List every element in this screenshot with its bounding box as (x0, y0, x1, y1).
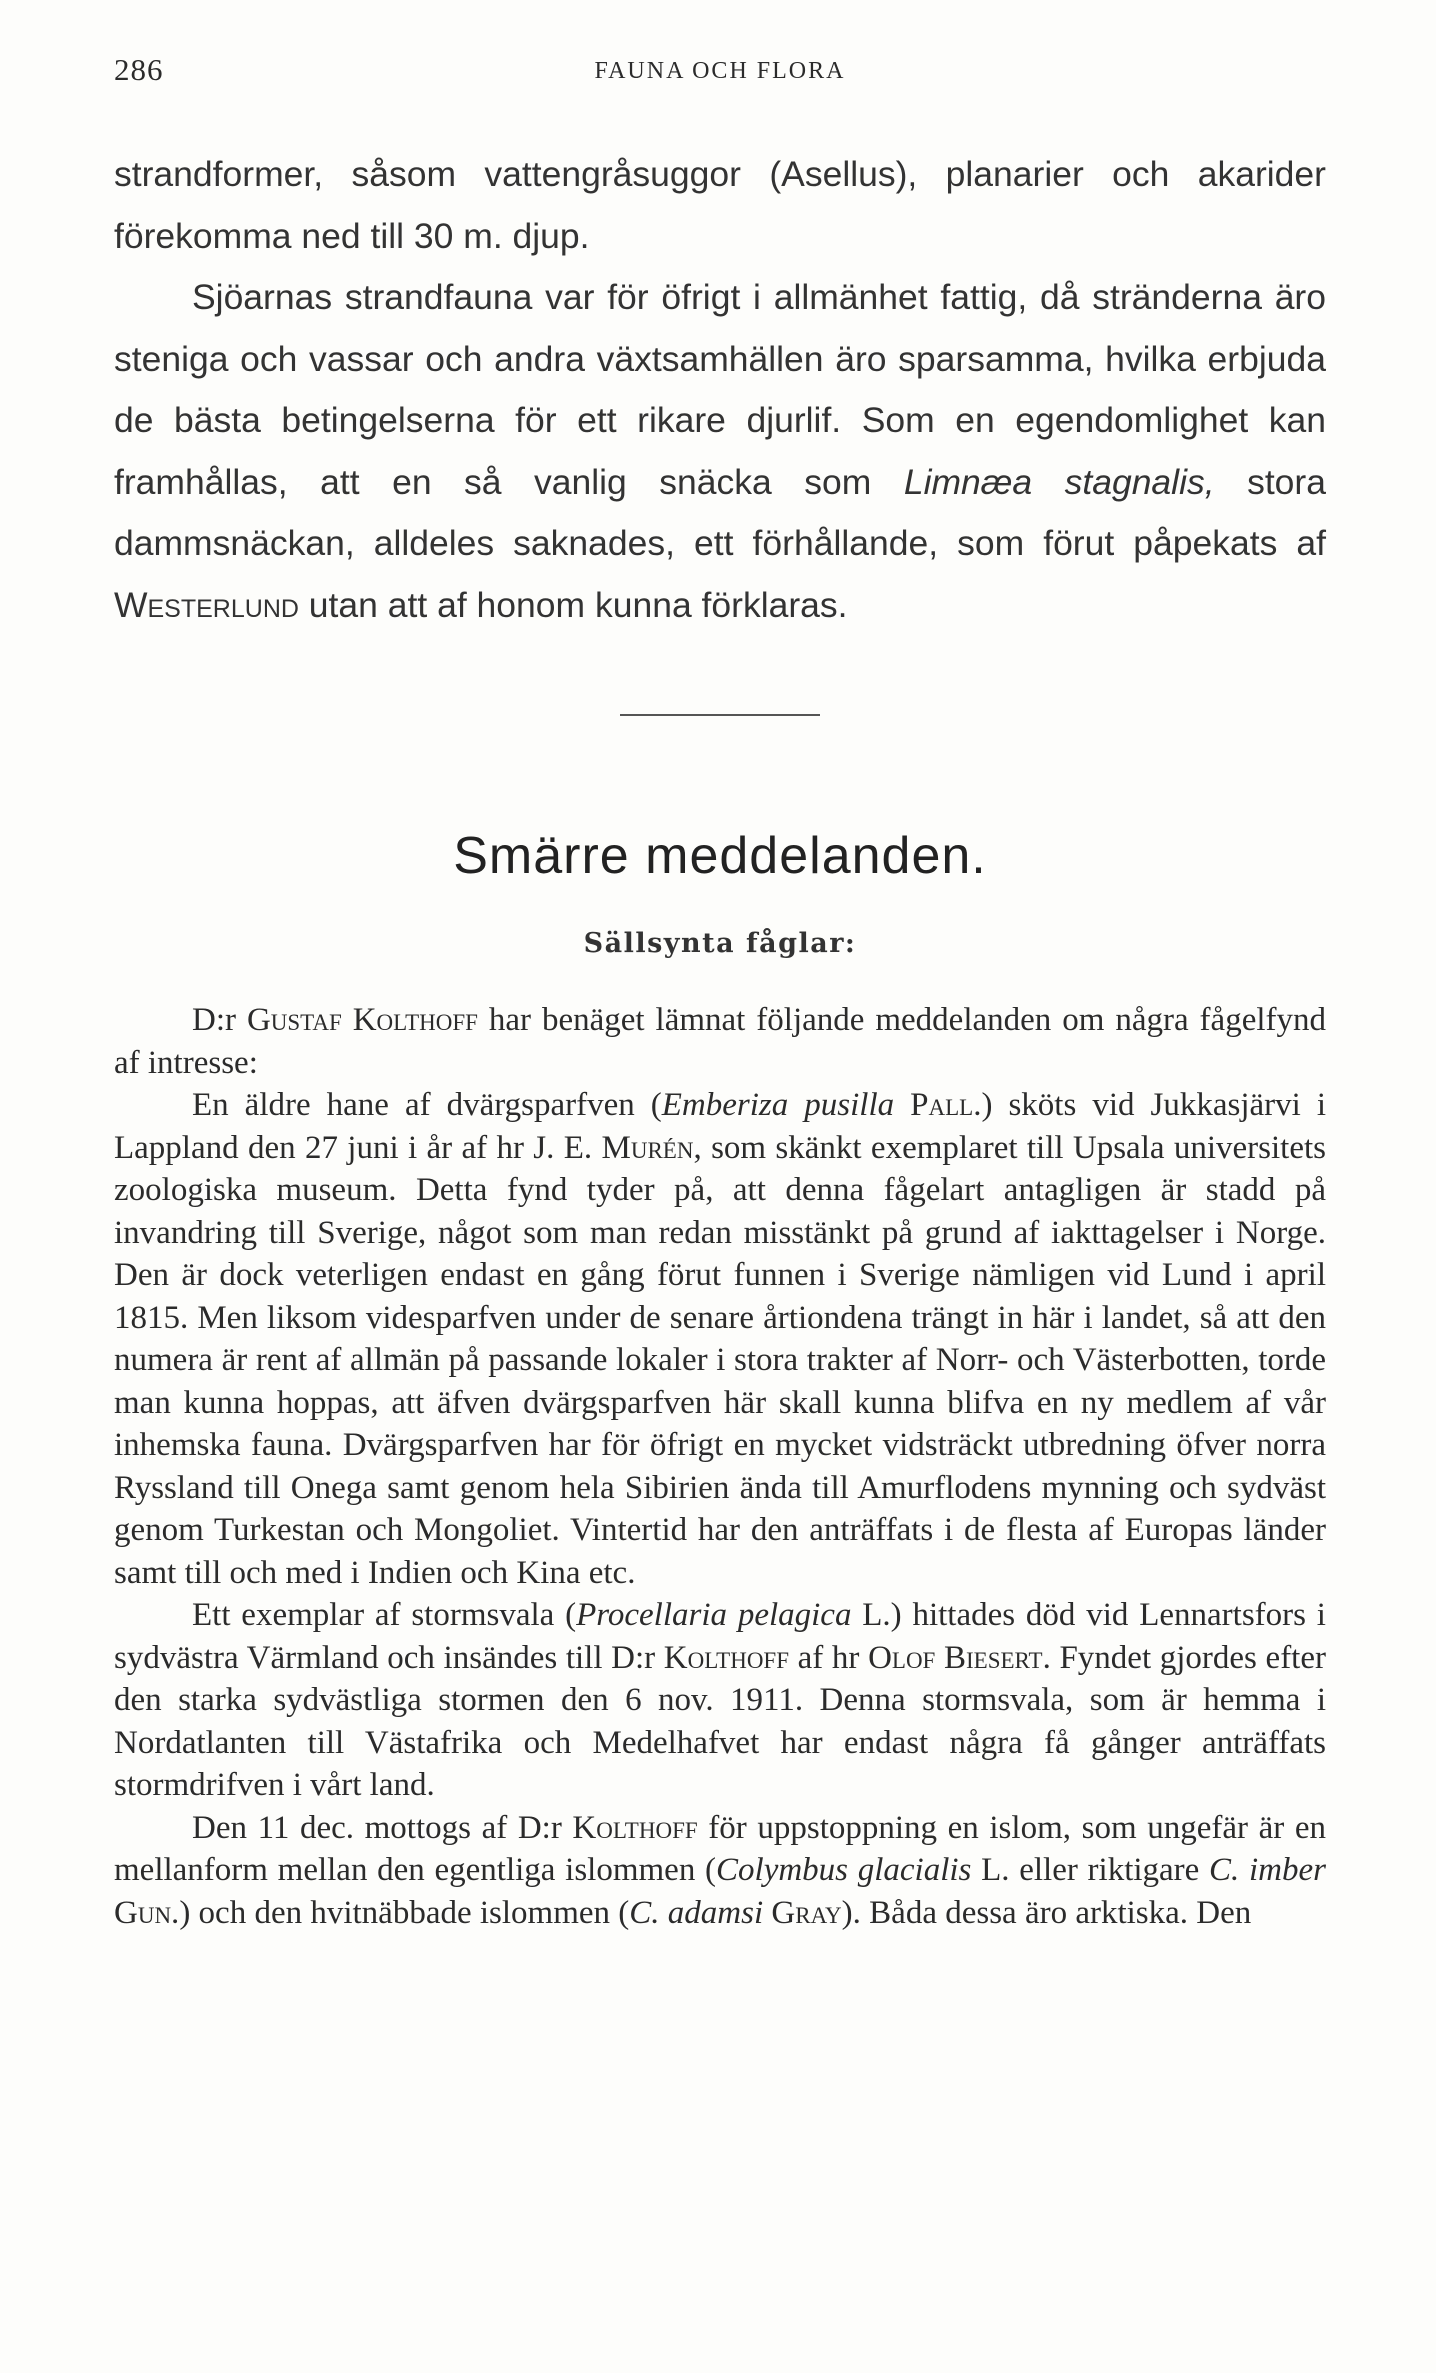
text-run: utan att af honom kunna förklaras. (298, 584, 848, 625)
text-run: Den 11 dec. mottogs af D:r (192, 1809, 573, 1846)
author-name: Westerlund (114, 584, 299, 625)
running-title: FAUNA OCH FLORA (594, 58, 846, 84)
taxon-authority: L. (851, 1597, 891, 1633)
paragraph (114, 1594, 1326, 1807)
text-run: har benäget lämnat följande meddelanden om några fågelfynd af intresse: (114, 1002, 1327, 1081)
text-run: , som skänkt exemplaret till Upsala universitets zoologiska museum. Detta fynd tyder på, att denna fågelart antagligen är stadd på invandring till Sverige, något som man redan misstänkt på grund af iakttagelser i Norge. Den är dock veterligen endast en gång förut funnen i Sverige nämligen vid Lund i april 1815. Men liksom videsparfven under de senare årtiondena trängt in här i landet, så att den numera är rent af allmän på passande lokaler i stora trakter af Norr- och Västerbotten, torde man kunna hoppas, att äfven dvärgsparfven här skall kunna blifva en ny medlem af vår inhemska fauna. Dvärgsparfven har för öfrigt en mycket vidsträckt utbredning öfver norra Ryssland till Onega samt genom hela Sibirien ända till Amurflodens mynning och sydväst genom Turkestan och Mongoliet. Vintertid har den anträffats i de flesta af Europas länder samt till och med i Indien och Kina etc. (114, 1129, 1327, 1591)
text-run: D:r (192, 1002, 247, 1038)
paragraph: strandformer, såsom vattengråsuggor (Asellus), planarier och akarider förekomma ned till 30 m. djup. (114, 154, 1326, 256)
page-number: 286 (114, 52, 164, 87)
species-name: Limnæa stagnalis, (903, 461, 1215, 502)
text-run: eller riktigare (1009, 1852, 1210, 1888)
text-run: . Fyndet gjordes efter den starka sydvästliga stormen den 6 nov. 1911. Denna stormsvala, som är hemma i Nordatlanten till Västafrika och Medelhafvet har endast några få gånger anträffats stormdrifven i vårt land. (114, 1639, 1326, 1803)
text-run: ) hittades död vid Lennartsfors i sydvästra Värmland och insändes till D:r (114, 1597, 1326, 1676)
paragraph (114, 999, 1326, 1084)
page (114, 52, 1326, 1934)
paragraph (114, 1084, 1326, 1594)
text-run: för uppstoppning en islom, som ungefär är en mellanform mellan den egentliga islommen ( (114, 1809, 1326, 1888)
species-name: Procellaria pelagica (576, 1597, 852, 1633)
person-name: Kolthoff (663, 1639, 790, 1676)
person-name: Murén (601, 1129, 694, 1166)
text-run: En äldre hane af dvärgsparfven ( (192, 1087, 662, 1123)
text-run: Ett exemplar af stormsvala ( (192, 1597, 577, 1633)
taxon-authority: Gun. (114, 1894, 180, 1931)
text-run: ). Båda dessa äro arktiska. Den (841, 1894, 1252, 1931)
species-name: C. adamsi (629, 1894, 764, 1931)
taxon-authority: Pall. (910, 1087, 982, 1123)
text-run: stora dammsnäckan, alldeles saknades, ett förhållande, som förut påpekats af (114, 461, 1326, 563)
page-header (114, 52, 1326, 98)
text-run: af hr (789, 1639, 869, 1676)
section-heading: Smärre meddelanden. (453, 827, 987, 885)
paragraph (114, 267, 1326, 636)
article-body (114, 999, 1326, 1934)
text-run: ) och den hvitnäbbade islommen ( (179, 1894, 630, 1931)
taxon-authority: L. (971, 1852, 1010, 1888)
species-name: C. imber (1209, 1852, 1326, 1888)
paragraph (114, 1807, 1326, 1935)
text-run: Sjöarnas strandfauna var för öfrigt i allmänhet fattig, då stränderna äro steniga och vassar och andra växtsamhällen äro sparsamma, hvilka erbjuda de bästa betingelserna för ett rikare djurlif. Som en egendomlighet kan framhållas, att en så vanlig snäcka som (114, 277, 1326, 502)
species-name: Emberiza pusilla (661, 1087, 895, 1123)
person-name: Kolthoff (572, 1809, 698, 1846)
continued-article (114, 144, 1326, 636)
text-run: ) sköts vid Jukkasjärvi i Lappland den 27 juni i år af hr J. E. (114, 1087, 1326, 1166)
person-name: Olof Biesert (868, 1639, 1043, 1676)
section-divider (620, 714, 820, 716)
species-name: Colymbus glacialis (716, 1852, 972, 1888)
taxon-authority: Gray (763, 1894, 842, 1931)
subheading: Sällsynta fåglar: (583, 928, 857, 959)
author-name: Gustaf Kolthoff (246, 1002, 478, 1038)
